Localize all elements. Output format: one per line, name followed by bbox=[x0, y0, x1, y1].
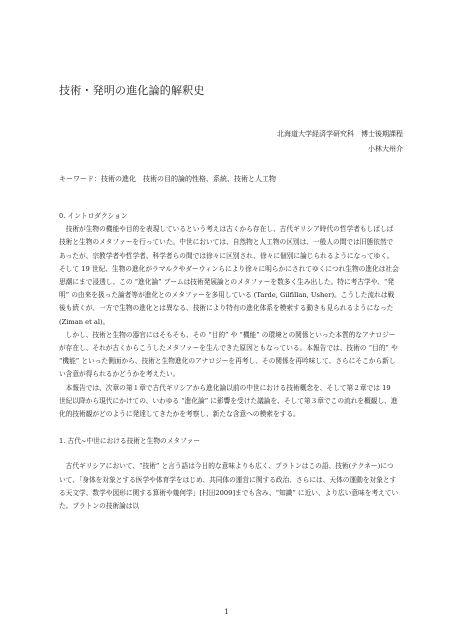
author-block bbox=[277, 127, 403, 157]
intro-paragraph-3: 本報告では、次章の第１章で古代ギリシアから進化論以前の中世における技術概念を、そして第２章では 19 世紀以降から現代にかけての、いわゆる “進化論” に影響を受けた議論を、そして第３章でこの流れを概観し、進化的技術観がどのように発達してきたかを考察し、新たな含意への模索をする。 bbox=[59, 383, 398, 419]
section-heading-introduction: 0. イントロダクション bbox=[59, 212, 128, 220]
body-text bbox=[59, 208, 399, 513]
section-1-paragraph: 古代ギリシアにおいて、“技術” と言う語は今日的な意味よりも広く、プラトンはこの語、技術(テクネー)について、「身体を対象とする医学や体育学をはじめ、共同体の運営に関する政治、さらには、天体の運動を対象とする天文学、数学や図形に関する算術や幾何学」[村田2009]までも含み、“知識” に近い、より広い意味を考えていた。プラトンの技術論は以 bbox=[59, 462, 399, 511]
affiliation: 北海道大学経済学研究科 博士後期課程 bbox=[277, 130, 403, 138]
paper-title: 技術・発明の進化論的解釈史 bbox=[59, 84, 205, 97]
keywords: キーワード：技術の進化 技術の目的論的性格、系統、技術と人工物 bbox=[59, 175, 276, 183]
author-name: 小林大州介 bbox=[368, 145, 403, 153]
intro-paragraph-1: 技術が生物の機能や目的を表現しているという考えは古くから存在し、古代ギリシア時代の哲学者もしばしば技術と生物のメタファーを行っていた。中世においては、自然物と人工物の区別は、一般人の間では旧態依然であったが、宗教学者や哲学者、科学者らの間では徐々に区別され、徐々に個別に論じられるようになってゆく。そして 19 世紀、生物の進化がラマルクやダーウィンらにより徐々に明らかにされてゆくにつれ生物の進化は社会思潮にまで浸透し、この “進化論” ブームは技術発展論とのメタファーを数多く生み出した。特に考古学や、“発明” の由来を扱った論者等が進化とのメタファーを多用している (Tarde, Gilfillan, Usher)。こうした流れは戦後も続くが、一方で生物の進化とは異なる、技術により特有の進化体系を模索する動きも見られるようになった(Ziman et al)。 bbox=[59, 225, 399, 326]
intro-paragraph-2: しかし、技術と生物の器官にはそもそも、その “目的” や “機能” の環境との関係といった本質的なアナロジーが存在し、それが古くからこうしたメタファーを生んできた原因ともなっている。本報告では、技術の “目的” や “機能” といった側面から、技術と生物進化のアナロジーを再考し、その関係を再吟味して、さらにそこから新しい含意が得られるかどうかを考えたい。 bbox=[59, 330, 398, 379]
page-number: 1 bbox=[224, 608, 229, 616]
section-heading-1: 1. 古代~中世における技術と生物のメタファー bbox=[59, 437, 201, 446]
